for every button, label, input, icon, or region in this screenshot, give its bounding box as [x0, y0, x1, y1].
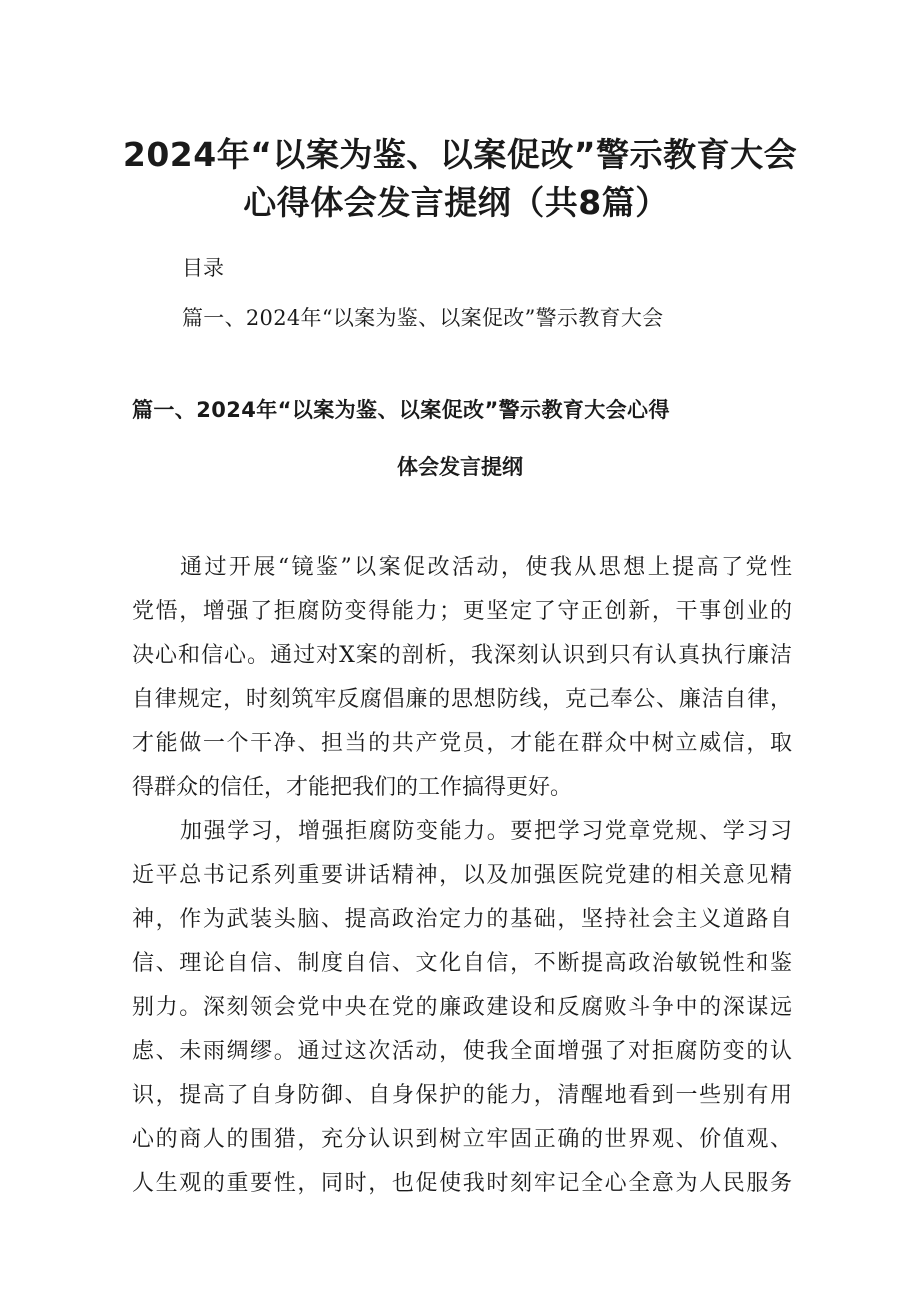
- paragraph-1-line: 通过开展“镜鉴”以案促改活动，使我从思想上提高了党性: [180, 555, 792, 580]
- document-title-line-2: 心得体会发言提纲（共8篇）: [243, 183, 669, 222]
- toc-heading: 目录: [182, 256, 224, 280]
- paragraph-1-line: 党悟，增强了拒腐防变得能力；更坚定了守正创新，干事创业的: [132, 599, 792, 624]
- paragraph-1-line: 得群众的信任，才能把我们的工作搞得更好。: [132, 775, 573, 800]
- paragraph-1-line: 自律规定，时刻筑牢反腐倡廉的思想防线，克己奉公、廉洁自律，: [132, 687, 792, 712]
- document-title-line-1: 2024年“以案为鉴、以案促改”警示教育大会: [122, 135, 798, 174]
- paragraph-2-line: 虑、未雨绸缪。通过这次活动，使我全面增强了对拒腐防变的认: [132, 1039, 792, 1064]
- paragraph-2-line: 信、理论自信、制度自信、文化自信，不断提高政治敏锐性和鉴: [132, 951, 792, 976]
- paragraph-1-line: 决心和信心。通过对X案的剖析，我深刻认识到只有认真执行廉洁: [132, 643, 792, 668]
- paragraph-2-line: 加强学习，增强拒腐防变能力。要把学习党章党规、学习习: [180, 819, 792, 844]
- paragraph-2-line: 神，作为武装头脑、提高政治定力的基础，坚持社会主义道路自: [132, 907, 792, 932]
- section-title-line-1: 篇一、2024年“以案为鉴、以案促改”警示教育大会心得: [132, 398, 670, 422]
- paragraph-2-line: 别力。深刻领会党中央在党的廉政建设和反腐败斗争中的深谋远: [132, 995, 792, 1020]
- paragraph-2-line: 识，提高了自身防御、自身保护的能力，清醒地看到一些别有用: [132, 1083, 792, 1108]
- section-title-line-2: 体会发言提纲: [397, 455, 523, 479]
- paragraph-2-line: 近平总书记系列重要讲话精神，以及加强医院党建的相关意见精: [132, 863, 792, 888]
- paragraph-2-line: 人生观的重要性，同时，也促使我时刻牢记全心全意为人民服务: [132, 1171, 792, 1196]
- paragraph-1-line: 才能做一个干净、担当的共产党员，才能在群众中树立威信，取: [132, 731, 792, 756]
- toc-item[interactable]: 篇一、2024年“以案为鉴、以案促改”警示教育大会: [182, 306, 664, 330]
- paragraph-2-line: 心的商人的围猎，充分认识到树立牢固正确的世界观、价值观、: [132, 1127, 792, 1152]
